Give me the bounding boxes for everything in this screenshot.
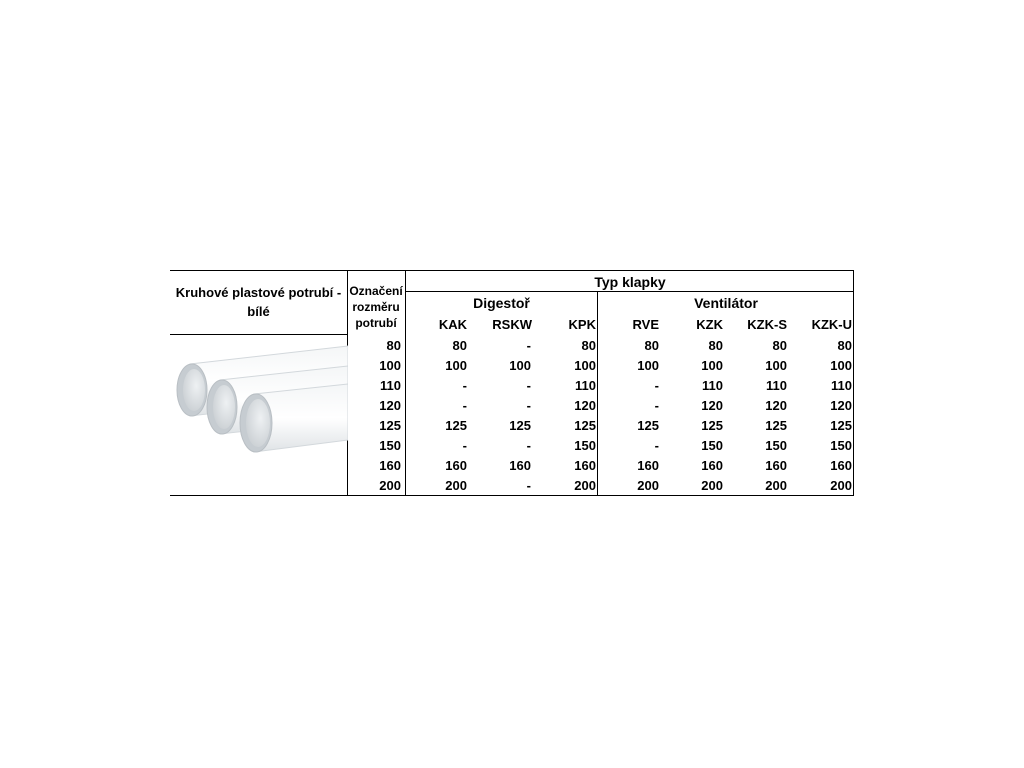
cell-kpk: 120	[574, 398, 596, 413]
table-title-line1: Kruhové plastové potrubí -	[175, 285, 342, 300]
cell-rve: 160	[637, 458, 659, 473]
table-row	[170, 358, 854, 374]
cell-rskw: 125	[509, 418, 531, 433]
cell-kpk: 80	[581, 338, 596, 353]
cell-kzk: 110	[702, 378, 723, 393]
size-header-line2: rozměru	[352, 300, 400, 314]
group-digestor: Digestoř	[473, 295, 530, 311]
table-row	[170, 478, 854, 494]
table-top-border	[170, 270, 854, 271]
cell-kzk-u: 110	[831, 378, 852, 393]
row-size: 200	[379, 478, 401, 493]
cell-kpk: 200	[574, 478, 596, 493]
cell-kzk: 200	[701, 478, 723, 493]
table-row	[170, 418, 854, 434]
cell-kak: 80	[452, 338, 467, 353]
cell-kzk-u: 160	[830, 458, 852, 473]
cell-rve: -	[654, 438, 659, 453]
cell-rve: -	[654, 398, 659, 413]
cell-kzk-u: 200	[830, 478, 852, 493]
cell-kzk-s: 200	[765, 478, 787, 493]
cell-kzk-u: 150	[830, 438, 852, 453]
table-row	[170, 378, 854, 394]
table-bottom-border	[170, 495, 854, 496]
cell-kzk: 120	[701, 398, 723, 413]
row-size: 125	[379, 418, 401, 433]
cell-rskw: 100	[509, 358, 531, 373]
cell-rve: 200	[637, 478, 659, 493]
column-header-rskw: RSKW	[492, 317, 532, 332]
cell-rve: 125	[637, 418, 659, 433]
cell-rskw: -	[526, 378, 531, 393]
table-row	[170, 438, 854, 454]
row-size: 80	[386, 338, 401, 353]
column-header-kzk-u: KZK-U	[811, 317, 852, 332]
cell-kzk-s: 125	[765, 418, 787, 433]
cell-kzk-s: 80	[772, 338, 787, 353]
cell-kzk-s: 150	[765, 438, 787, 453]
cell-kzk: 160	[701, 458, 723, 473]
size-header-line1: Označení	[349, 284, 403, 298]
row-size: 120	[379, 398, 401, 413]
cell-kak: 160	[445, 458, 467, 473]
cell-rskw: -	[526, 398, 531, 413]
cell-rskw: 160	[509, 458, 531, 473]
cell-kzk-u: 125	[830, 418, 852, 433]
column-header-rve: RVE	[632, 317, 659, 332]
product-table	[170, 270, 854, 496]
cell-rve: 80	[644, 338, 659, 353]
cell-kak: -	[462, 398, 467, 413]
table-title-line2: bílé	[247, 304, 270, 319]
cell-kpk: 110	[575, 378, 596, 393]
cell-kzk: 100	[701, 358, 723, 373]
cell-kzk-u: 120	[830, 398, 852, 413]
cell-kak: -	[462, 378, 467, 393]
cell-rve: -	[654, 378, 659, 393]
cell-kzk-s: 100	[765, 358, 787, 373]
cell-kzk: 80	[708, 338, 723, 353]
row-size: 150	[379, 438, 401, 453]
cell-kzk-s: 160	[765, 458, 787, 473]
cell-kzk: 150	[701, 438, 723, 453]
cell-kzk-u: 100	[830, 358, 852, 373]
cell-rskw: -	[526, 338, 531, 353]
column-header-kzk-s: KZK-S	[747, 317, 787, 332]
cell-kak: 100	[445, 358, 467, 373]
cell-kak: -	[462, 438, 467, 453]
column-header-kak: KAK	[438, 317, 467, 332]
cell-kak: 125	[445, 418, 467, 433]
title-bottom-border	[170, 334, 348, 335]
type-header-underline	[406, 291, 854, 292]
cell-kzk-u: 80	[837, 338, 852, 353]
size-header-line3: potrubí	[355, 316, 397, 330]
row-size: 160	[379, 458, 401, 473]
row-size: 100	[379, 358, 401, 373]
cell-kzk-s: 120	[765, 398, 787, 413]
cell-kzk-s: 110	[766, 378, 787, 393]
column-header-kzk: KZK	[696, 317, 723, 332]
group-ventilator: Ventilátor	[694, 295, 758, 311]
cell-rskw: -	[526, 478, 531, 493]
table-row	[170, 338, 854, 354]
cell-kpk: 150	[574, 438, 596, 453]
cell-kpk: 160	[574, 458, 596, 473]
table-row	[170, 398, 854, 414]
size-header	[347, 283, 405, 331]
column-header-kpk: KPK	[568, 317, 596, 332]
cell-kpk: 125	[574, 418, 596, 433]
type-header: Typ klapky	[594, 274, 666, 290]
cell-rskw: -	[526, 438, 531, 453]
table-row	[170, 458, 854, 474]
cell-kzk: 125	[701, 418, 723, 433]
cell-kak: 200	[445, 478, 467, 493]
cell-kpk: 100	[574, 358, 596, 373]
table-title	[170, 283, 347, 321]
cell-rve: 100	[637, 358, 659, 373]
row-size: 110	[380, 378, 401, 393]
